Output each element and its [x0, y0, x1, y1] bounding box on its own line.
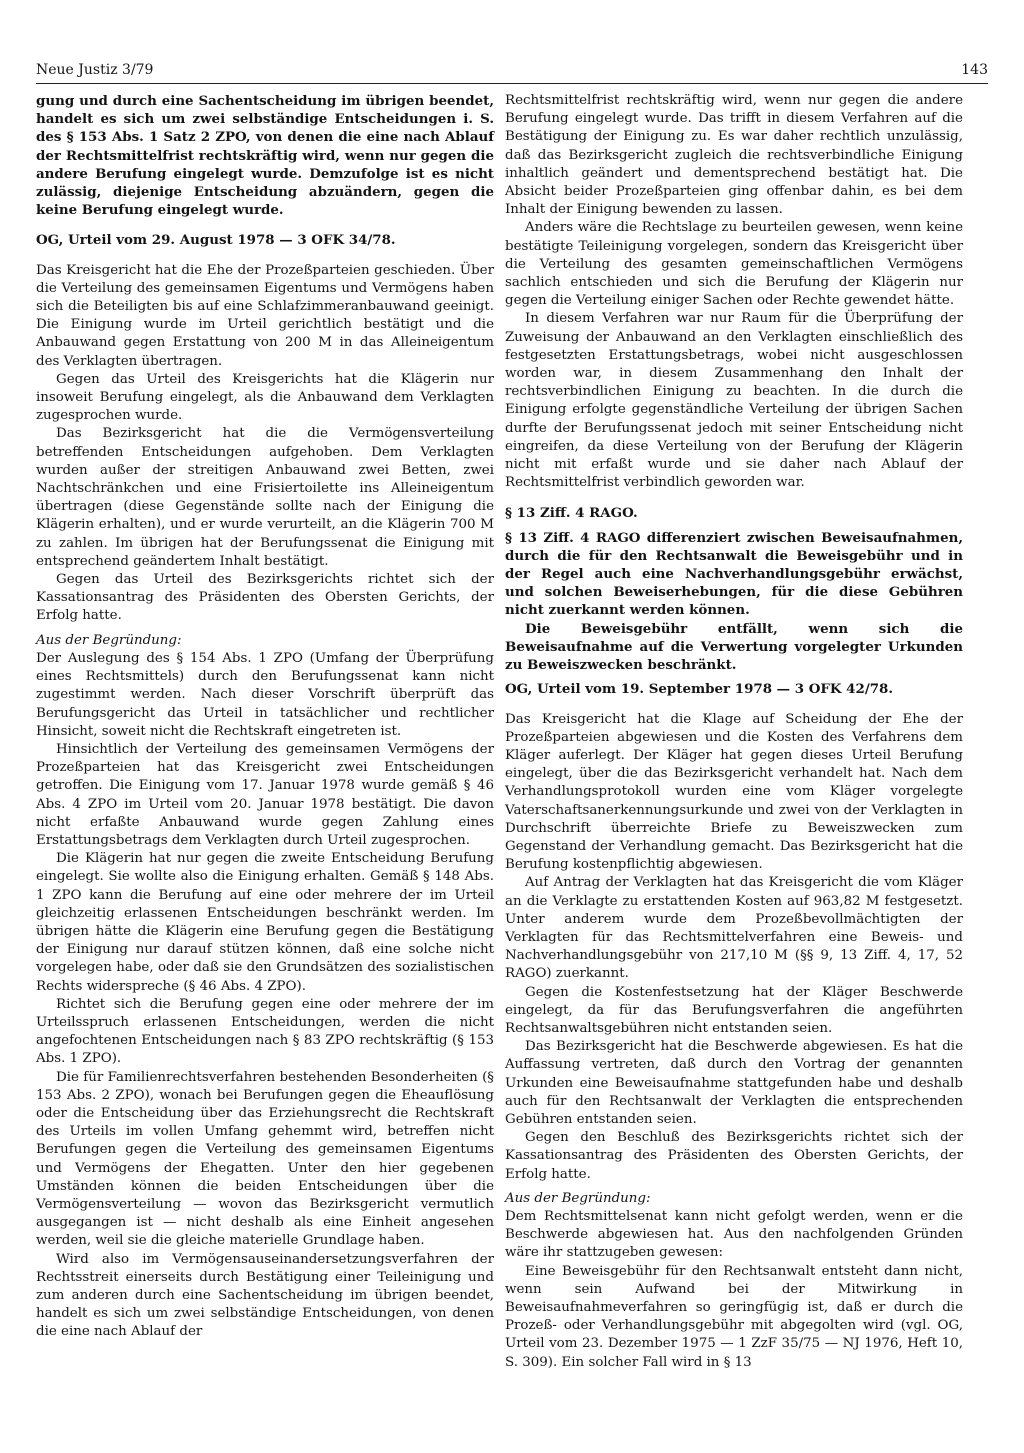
- body-paragraph: Hinsichtlich der Verteilung des gemeinsamen Vermögens der Prozeßparteien hat das Kreisgericht zwei Entscheidungen getroffen. Die Einigung vom 17. Januar 1978 wurde gemäß § 46 Abs. 4 ZPO im Urteil vom 20. Januar 1978 bestätigt. Die davon nicht erfaßte Anbauwand wurde gegen Zahlung eines Erstattungsbetrags dem Verklagten durch Urteil zugesprochen.: [36, 741, 494, 848]
- body-paragraph: In diesem Verfahren war nur Raum für die Überprüfung der Zuweisung der Anbauwand an den Verklagten einschließlich des festgesetzten Erstattungsbetrags, wobei nicht ausgeschlossen worden war, in diesem Zusammenhang den Inhalt der rechtsverbindlichen Einigung zu beachten. In die durch die Einigung erfolgte gegenständliche Verteilung der übrigen Sachen durfte der Berufungssenat jedoch mit seiner Entscheidung nicht eingreifen, da diese Verteilung von der Berufung der Klägerin nicht mit erfaßt wurde und sie daher nach Ablauf der Rechtsmittelfrist verbindlich geworden war.: [505, 311, 963, 491]
- section-heading: § 13 Ziff. 4 RAGO.: [505, 505, 638, 522]
- body-paragraph: Der Auslegung des § 154 Abs. 1 ZPO (Umfang der Überprüfung eines Rechtsmittels) durch den Berufungssenat kann nicht zugestimmt werden. Nach dieser Vorschrift überprüft das Berufungsgericht das Urteil in tatsächlicher und rechtlicher Hinsicht, soweit nicht die Rechtskraft eingetreten ist.: [36, 650, 494, 739]
- journal-title: Neue Justiz 3/79: [36, 62, 154, 78]
- body-paragraph: Wird also im Vermögensauseinandersetzungsverfahren der Rechtsstreit einerseits durch Bestätigung einer Teileinigung und zum anderen durch eine Sachentscheidung im übrigen beendet, handelt es sich um zwei selbständige Entscheidungen, von denen die eine nach Ablauf der: [36, 1251, 494, 1340]
- headnote-continuation: gung und durch eine Sachentscheidung im übrigen beendet, handelt es sich um zwei selbständige Entscheidungen i. S. des § 153 Abs. 1 Satz 2 ZPO, von denen die eine nach Ablauf der Rechtsmittelfrist rechtskräftig wird, wenn nur gegen die andere Berufung eingelegt wurde. Demzufolge ist es nicht zulässig, diejenige Entscheidung abzuändern, gegen die keine Berufung eingelegt wurde.: [36, 93, 494, 219]
- left-column: [36, 92, 494, 1342]
- body-paragraph: Gegen das Urteil des Bezirksgerichts richtet sich der Kassationsantrag des Präsidenten des Obersten Gerichts, der Erfolg hatte.: [36, 572, 494, 624]
- body-paragraph: Das Bezirksgericht hat die Beschwerde abgewiesen. Es hat die Auffassung vertreten, daß durch den Vortrag der genannten Urkunden eine Beweisaufnahme stattgefunden habe und deshalb auch für den Rechtsanwalt der Verklagten die entsprechenden Gebühren entstanden seien.: [505, 1039, 963, 1127]
- body-paragraph: Gegen den Beschluß des Bezirksgerichts richtet sich der Kassationsantrag des Präsidenten des Obersten Gerichts, der Erfolg hatte.: [505, 1130, 963, 1182]
- right-column: [505, 92, 963, 1372]
- body-paragraph: Richtet sich die Berufung gegen eine oder mehrere der im Urteilsspruch erlassenen Entscheidungen, werden die nicht angefochtenen Entscheidungen nach § 83 ZPO rechtskräftig (§ 153 Abs. 1 ZPO).: [36, 996, 494, 1067]
- body-paragraph: Das Kreisgericht hat die Ehe der Prozeßparteien geschieden. Über die Verteilung des gemeinsamen Eigentums und Vermögens haben sich die Beteiligten bis auf eine Schlafzimmeranbauwand geeinigt. Die Einigung wurde im Urteil gerichtlich bestätigt und die Anbauwand gegen Erstattung von 200 M in das Alleineigentum des Verklagten übertragen.: [36, 262, 494, 369]
- case-citation: OG, Urteil vom 19. September 1978 — 3 OFK 42/78.: [505, 681, 894, 698]
- headnote: § 13 Ziff. 4 RAGO differenziert zwischen Beweisaufnahmen, durch die für den Rechtsanwalt die Beweisgebühr und in der Regel auch eine Nachverhandlungsgebühr erwächst, und solchen Beweiserhebungen, für die diese Gebühren nicht zuerkannt werden können.: [505, 529, 963, 619]
- body-paragraph: Dem Rechtsmittelsenat kann nicht gefolgt werden, wenn er die Beschwerde abgewiesen hat. Aus den nachfolgenden Gründen wäre ihr stattzugeben gewesen:: [505, 1208, 963, 1261]
- body-paragraph: Auf Antrag der Verklagten hat das Kreisgericht die vom Kläger an die Verklagte zu erstattenden Kosten auf 963,82 M festgesetzt. Unter anderem wurde dem Prozeßbevollmächtigten der Verklagten für das Rechtsmittelverfahren eine Beweis- und Nachverhandlungsgebühr von 217,10 M (§§ 9, 13 Ziff. 4, 17, 52 RAGO) zuerkannt.: [505, 875, 963, 982]
- body-paragraph: Anders wäre die Rechtslage zu beurteilen gewesen, wenn keine bestätigte Teileinigung vorgelegen, sondern das Kreisgericht über die Verteilung des gesamten gemeinschaftlichen Vermögens sachlich entschieden und sich die Berufung der Klägerin nur gegen die Verteilung einiger Sachen oder Rechte gewendet hätte.: [505, 220, 963, 309]
- body-paragraph: Gegen das Urteil des Kreisgerichts hat die Klägerin nur insoweit Berufung eingelegt, als die Anbauwand dem Verklagten zugesprochen wurde.: [36, 371, 494, 424]
- body-paragraph: Gegen die Kostenfestsetzung hat der Kläger Beschwerde eingelegt, da für das Berufungsverfahren die angeführten Rechtsanwaltsgebühren nicht entstanden seien.: [505, 984, 963, 1036]
- case-citation: OG, Urteil vom 29. August 1978 — 3 OFK 34/78.: [36, 232, 396, 249]
- page-number: 143: [961, 62, 988, 78]
- body-paragraph: Eine Beweisgebühr für den Rechtsanwalt entsteht dann nicht, wenn sein Aufwand bei der Mitwirkung in Beweisaufnahmeverfahren so geringfügig ist, daß er durch die Prozeß- oder Verhandlungsgebühr mit abgegolten wird (vgl. OG, Urteil vom 23. Dezember 1975 — 1 ZzF 35/75 — NJ 1976, Heft 10, S. 309). Ein solcher Fall wird in § 13: [505, 1263, 963, 1370]
- body-paragraph: Die Klägerin hat nur gegen die zweite Entscheidung Berufung eingelegt. Sie wollte also die Einigung erhalten. Gemäß § 148 Abs. 1 ZPO kann die Berufung auf eine oder mehrere der im Urteil gleichzeitig erlassenen Entscheidungen beschränkt werden. Im übrigen hätte die Klägerin eine Berufung gegen die Bestätigung der Einigung nur darauf stützen können, daß eine solche nicht vorgelegen habe, oder daß sie den Grundsätzen des sozialistischen Rechts widerspreche (§ 46 Abs. 4 ZPO).: [36, 851, 494, 994]
- body-paragraph: Das Bezirksgericht hat die die Vermögensverteilung betreffenden Entscheidungen aufgehoben. Dem Verklagten wurden außer der streitigen Anbauwand zwei Betten, zwei Nachtschränkchen und eine Frisiertoilette ins Alleineigentum übertragen (diese Gegenstände sollte nach der Einigung die Klägerin erhalten), und er wurde verurteilt, an die Klägerin 700 M zu zahlen. Im übrigen hat der Berufungssenat die Einigung mit entsprechend geändertem Inhalt bestätigt.: [36, 426, 494, 569]
- body-paragraph: Das Kreisgericht hat die Klage auf Scheidung der Ehe der Prozeßparteien abgewiesen und die Kosten des Verfahrens dem Kläger auferlegt. Der Kläger hat gegen dieses Urteil Berufung eingelegt, über die das Bezirksgericht verhandelt hat. Nach dem Verhandlungsprotokoll wurden eine vom Kläger vorgelegte Vaterschaftsanerkennungsurkunde und zwei von der Verklagten in Durchschrift überreichte Briefe zu Beweiszwecken zum Gegenstand der Verhandlung gemacht. Das Bezirksgericht hat die Berufung kostenpflichtig abgewiesen.: [505, 711, 963, 873]
- reasons-heading: Aus der Begründung:: [505, 1190, 651, 1206]
- header-rule: [36, 83, 988, 84]
- body-paragraph: Die für Familienrechtsverfahren bestehenden Besonderheiten (§ 153 Abs. 2 ZPO), wonach bei Berufungen gegen die Eheauflösung oder die Entscheidung über das Erziehungsrecht die Rechtskraft des Urteils im vollen Umfang gehemmt wird, betreffen nicht Berufungen gegen die Verteilung des gemeinsamen Eigentums und Vermögens der Ehegatten. Unter den hier gegebenen Umständen können die beiden Entscheidungen über die Vermögensverteilung — wovon das Bezirksgericht vermutlich ausgegangen ist — nicht deshalb als eine Einheit angesehen werden, weil sie die gleiche materielle Grundlage haben.: [36, 1069, 494, 1249]
- headnote: Die Beweisgebühr entfällt, wenn sich die Beweisaufnahme auf die Verwertung vorgelegter Urkunden zu Beweiszwecken beschränkt.: [505, 620, 963, 674]
- running-head: [36, 62, 988, 84]
- reasons-heading: Aus der Begründung:: [36, 632, 182, 648]
- body-paragraph: Rechtsmittelfrist rechtskräftig wird, wenn nur gegen die andere Berufung eingelegt wurde. Das trifft in diesem Verfahren auf die Bestätigung der Einigung zu. Es war daher rechtlich unzulässig, daß das Bezirksgericht zugleich die rechtsverbindliche Einigung inhaltlich geändert und dementsprechend bestätigt hat. Die Absicht beider Prozeßparteien ging offenbar dahin, es bei dem Inhalt der Einigung bewenden zu lassen.: [505, 93, 963, 218]
